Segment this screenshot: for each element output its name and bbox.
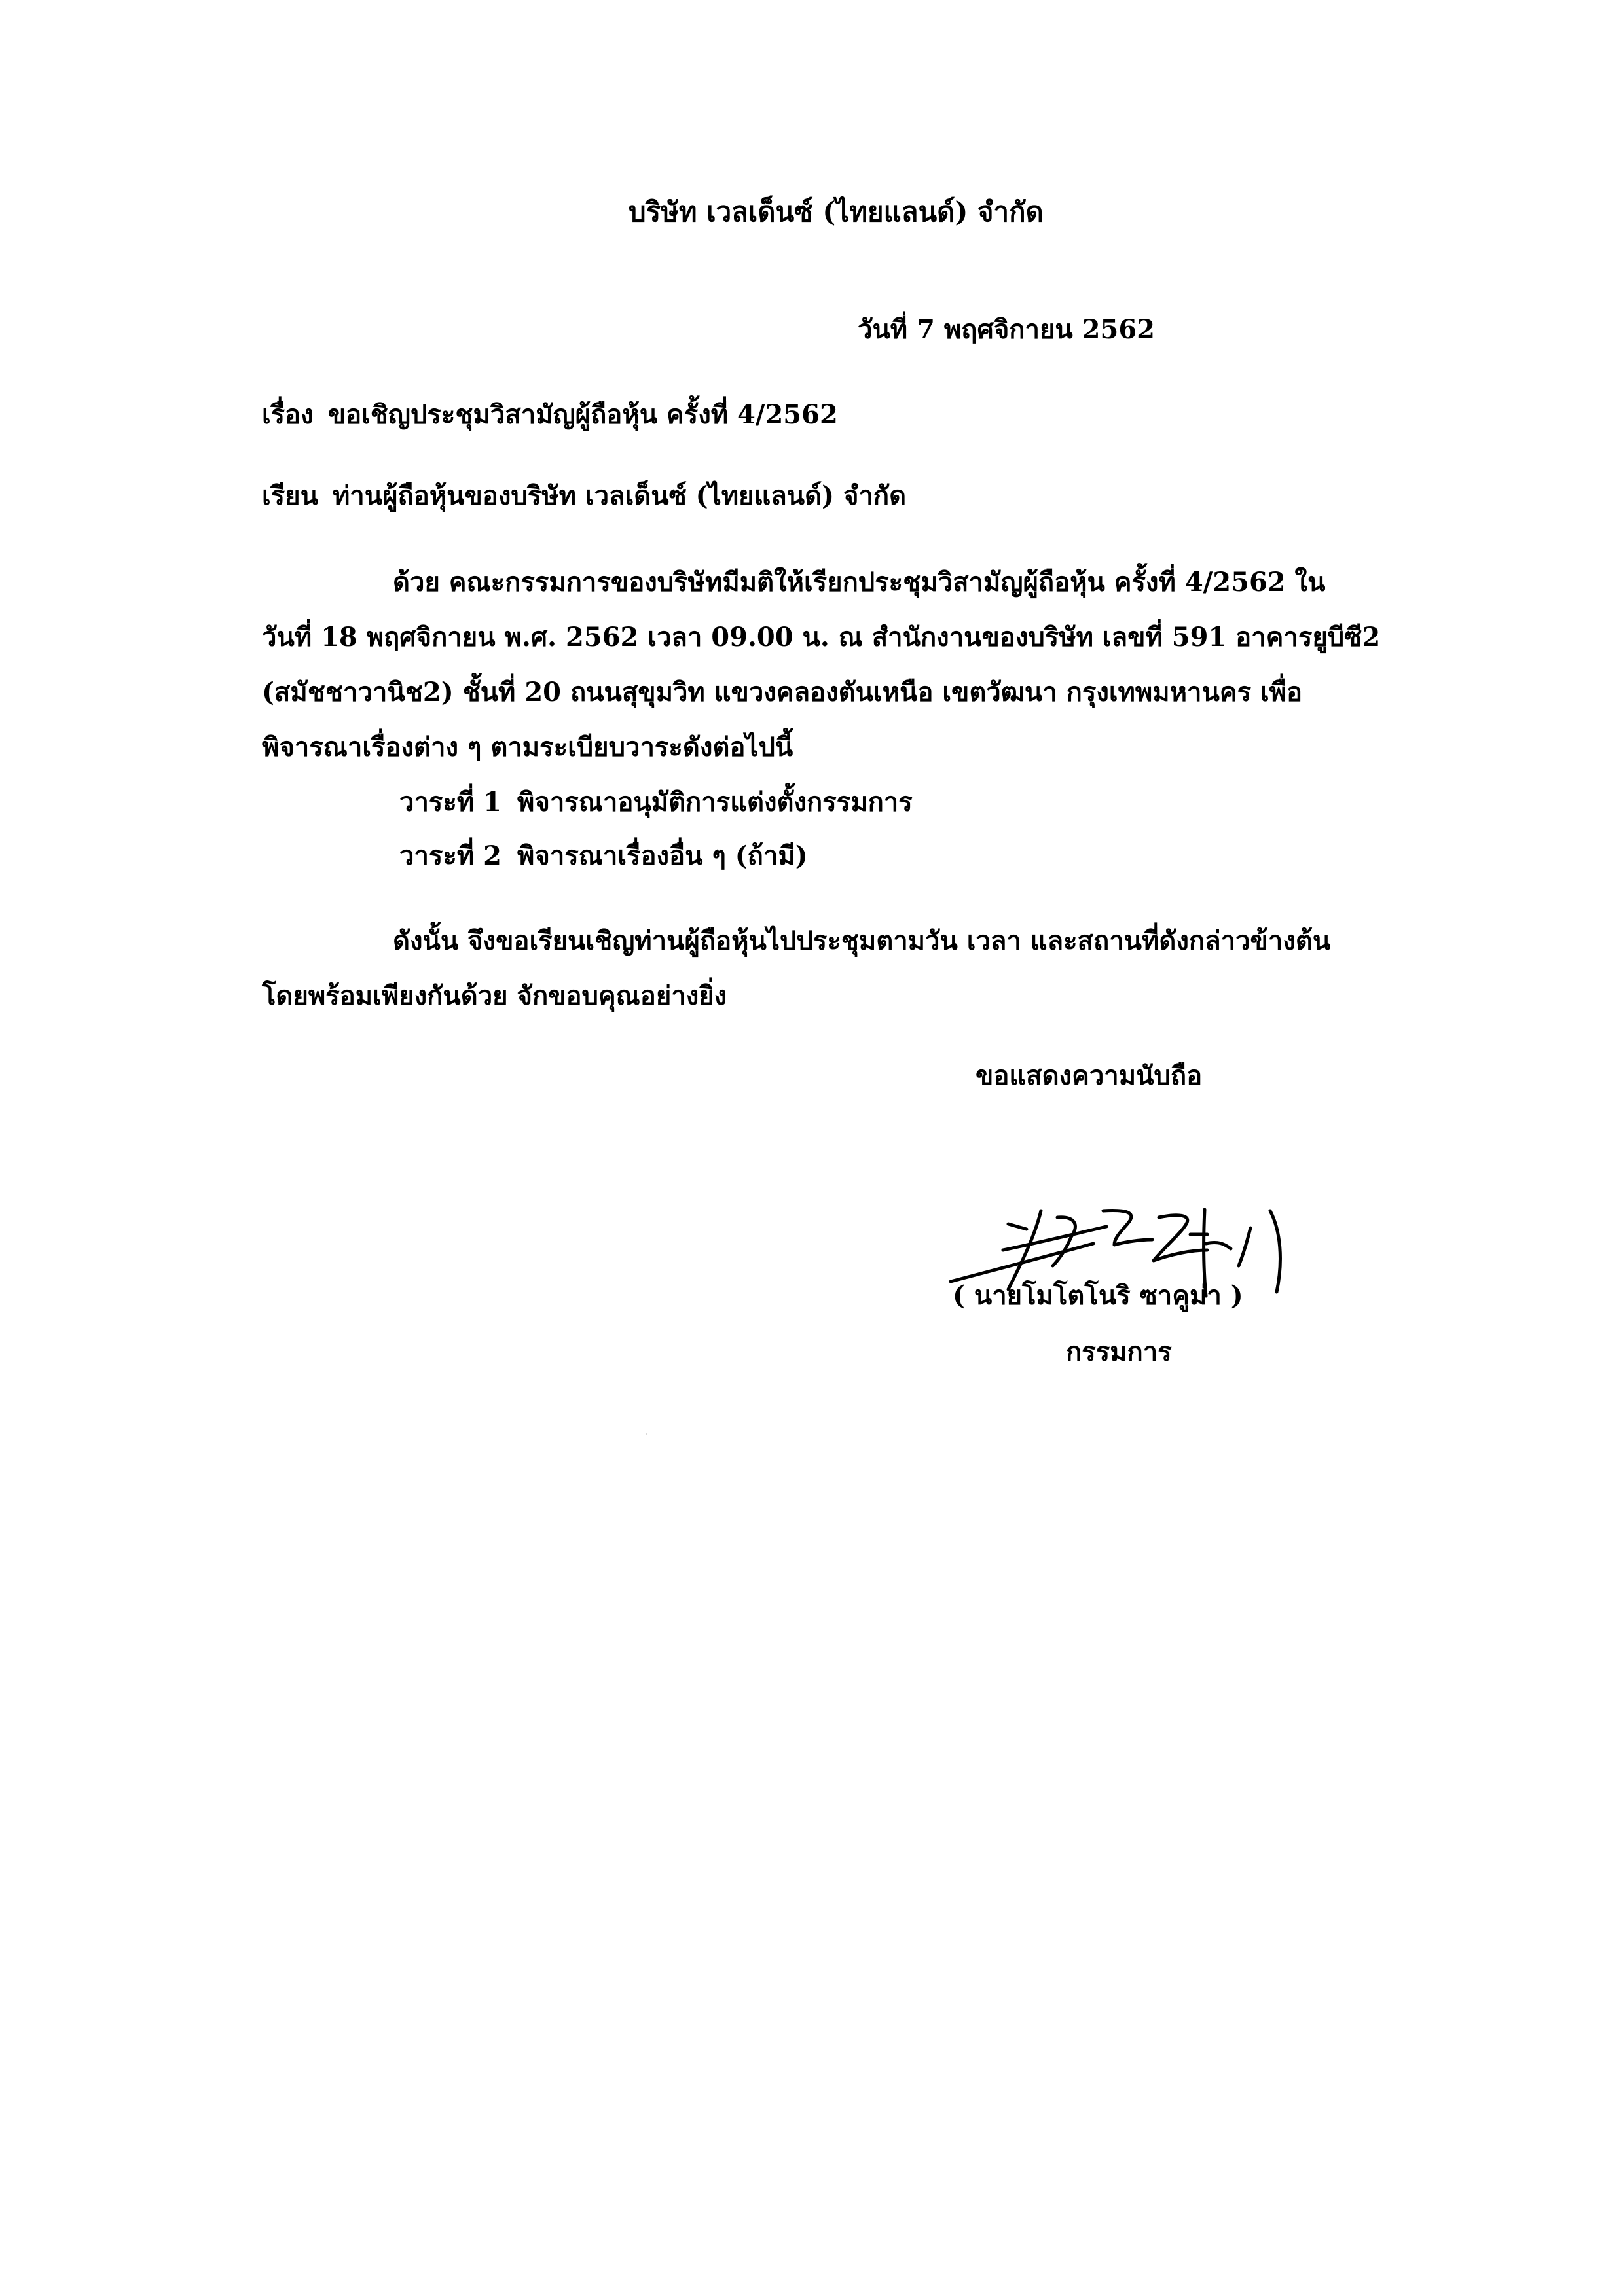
agenda-number: วาระที่ 2 [399,840,502,871]
paragraph1-line: พิจารณาเรื่องต่าง ๆ ตามระเบียบวาระดังต่อไปนี้ [262,732,793,762]
paragraph2-line: ดังนั้น จึงขอเรียนเชิญท่านผู้ถือหุ้นไปประชุมตามวัน เวลา และสถานที่ดังกล่าวข้างต้น [393,925,1331,956]
signer-position: กรรมการ [1066,1336,1172,1367]
company-title: บริษัท เวลเด็นซ์ (ไทยแลนด์) จำกัด [629,196,1044,228]
paragraph1-line: ด้วย คณะกรรมการของบริษัทมีมติให้เรียกประชุมวิสามัญผู้ถือหุ้น ครั้งที่ 4/2562 ใน [393,567,1326,598]
agenda-item [399,784,913,821]
salutation-line [262,478,906,514]
paragraph1-line: วันที่ 18 พฤศจิกายน พ.ศ. 2562 เวลา 09.00 น. ณ สำนักงานของบริษัท เลขที่ 591 อาคารยูบีซี2 [262,622,1381,653]
agenda-text: พิจารณาเรื่องอื่น ๆ (ถ้ามี) [517,840,808,871]
subject-label: เรื่อง [262,399,314,430]
subject-line [262,397,838,433]
signer-name: ( นายโมโตโนริ ซาคูม่า ) [953,1280,1243,1311]
agenda-number: วาระที่ 1 [399,787,502,817]
agenda-text: พิจารณาอนุมัติการแต่งตั้งกรรมการ [517,787,913,817]
closing-phrase: ขอแสดงความนับถือ [976,1060,1203,1091]
scan-speck [646,1433,647,1435]
letter-date: วันที่ 7 พฤศจิกายน 2562 [858,314,1155,345]
subject-text: ขอเชิญประชุมวิสามัญผู้ถือหุ้น ครั้งที่ 4/2562 [327,399,838,430]
salutation-text: ท่านผู้ถือหุ้นของบริษัท เวลเด็นซ์ (ไทยแลนด์) จำกัด [332,480,907,511]
paragraph2-line: โดยพร้อมเพียงกันด้วย จักขอบคุณอย่างยิ่ง [262,980,727,1011]
agenda-item [399,838,808,874]
paragraph1-line: (สมัชชาวานิช2) ชั้นที่ 20 ถนนสุขุมวิท แขวงคลองตันเหนือ เขตวัฒนา กรุงเทพมหานคร เพื่อ [262,677,1303,708]
salutation-label: เรียน [262,480,318,511]
